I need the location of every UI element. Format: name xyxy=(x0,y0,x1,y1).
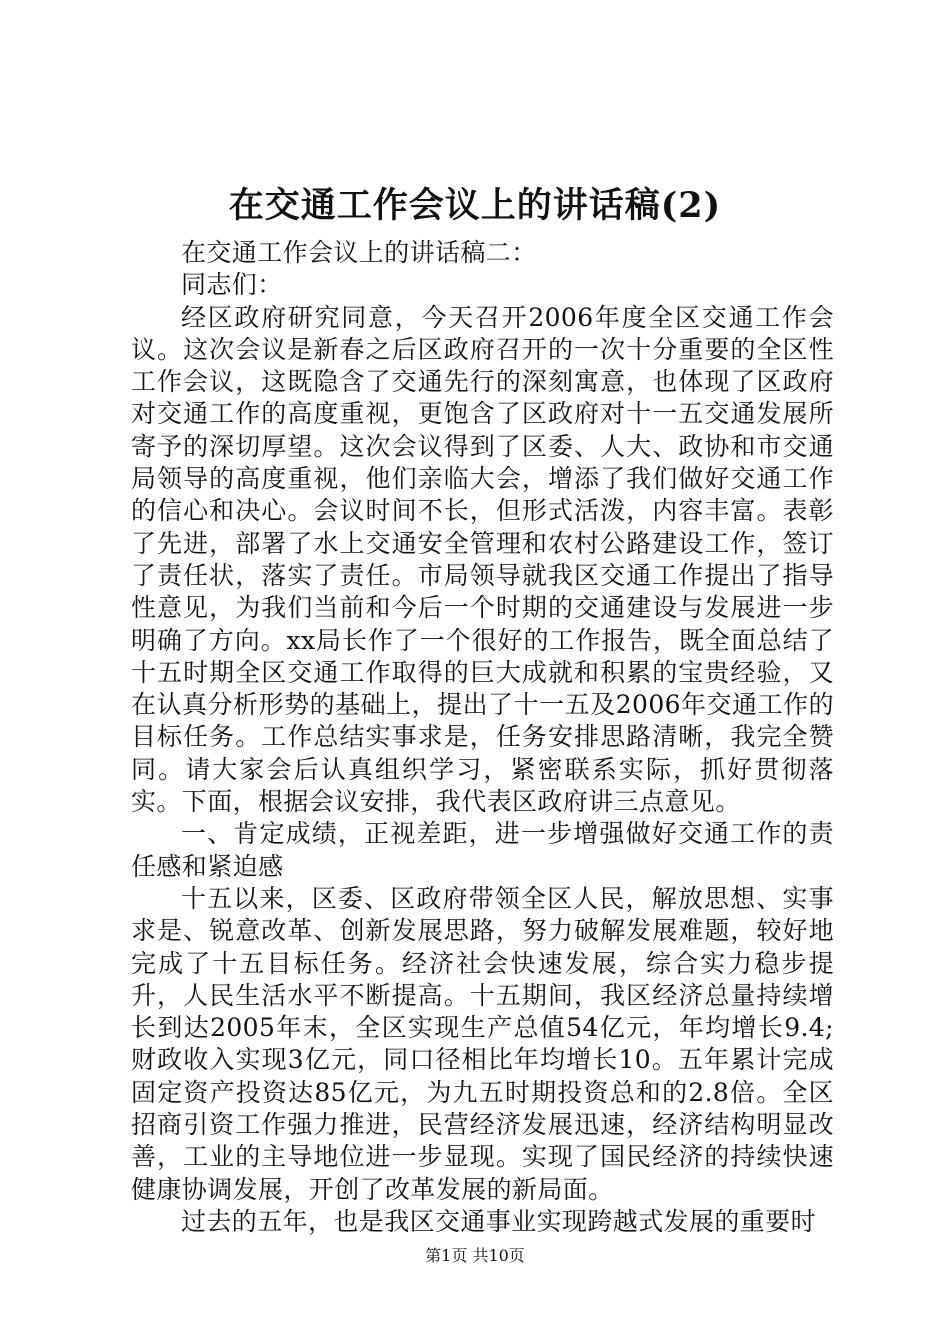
paragraph-past-five-years: 过去的五年，也是我区交通事业实现跨越式发展的重要时 xyxy=(181,1206,817,1236)
document-title: 在交通工作会议上的讲话稿(2) xyxy=(228,185,722,226)
paragraph-heading-line: 在交通工作会议上的讲话稿二： xyxy=(181,238,537,267)
paragraph-intro: 经区政府研究同意，今天召开2006年度全区交通工作会议。这次会议是新春之后区政府召开的一次十分重要的全区性工作会议，这既隐含了交通先行的深刻寓意，也体现了区政府对交通工作的高度重视，更饱含了区政府对十一五交通发展所寄予的深切厚望。这次会议得到了区委、人大、政协和市交通局领导的高度重视，他们亲临大会，增添了我们做好交通工作的信心和决心。会议时间不长，但形式活泼，内容丰富。表彰了先进，部署了水上交通安全管理和农村公路建设工作，签订了责任状，落实了责任。市局领导就我区交通工作提出了指导性意见，为我们当前和今后一个时期的交通建设与发展进一步明确了方向。xx局长作了一个很好的工作报告，既全面总结了十五时期全区交通工作取得的巨大成就和积累的宝贵经验，又在认真分析形势的基础上，提出了十一五及2006年交通工作的目标任务。工作总结实事求是，任务安排思路清晰，我完全赞同。请大家会后认真组织学习，紧密联系实际，抓好贯彻落实。下面，根据会议安排，我代表区政府讲三点意见。 xyxy=(131,302,834,817)
document-body xyxy=(131,237,834,1238)
paragraph-salutation: 同志们： xyxy=(181,270,283,300)
paragraph-achievements: 十五以来，区委、区政府带领全区人民，解放思想、实事求是、锐意改革、创新发展思路，努力破解发展难题，较好地完成了十五目标任务。经济社会快速发展，综合实力稳步提升，人民生活水平不断提高。十五期间，我区经济总量持续增长到达2005年末，全区实现生产总值54亿元，年均增长9.4;财政收入实现3亿元，同口径相比年均增长10。五年累计完成固定资产投资达85亿元，为九五时期投资总和的2.8倍。全区招商引资工作强力推进，民营经济发展迅速，经济结构明显改善，工业的主导地位进一步显现。实现了国民经济的持续快速健康协调发展，开创了改革发展的新局面。 xyxy=(131,883,834,1204)
section-heading-one: 一、肯定成绩，正视差距，进一步增强做好交通工作的责任感和紧迫感 xyxy=(131,819,834,881)
page-number-footer: 第1页 共10页 xyxy=(425,1246,525,1265)
